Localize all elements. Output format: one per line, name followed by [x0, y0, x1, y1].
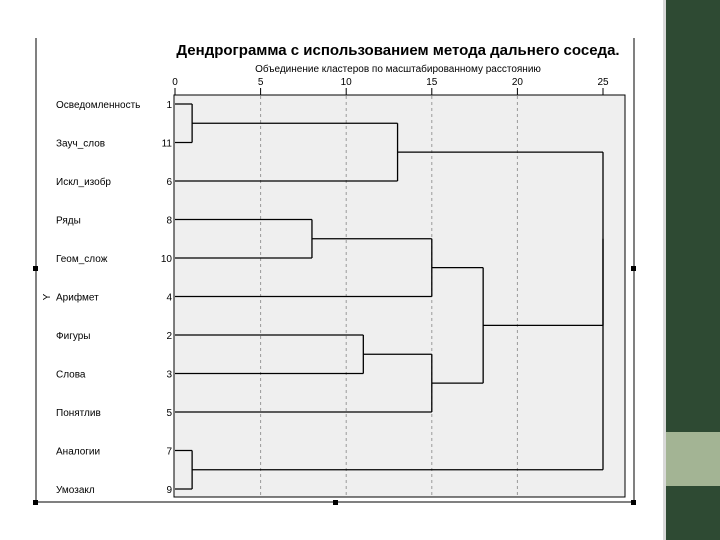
leaf-label: Арифмет: [56, 292, 99, 304]
leaf-label: Зауч_слов: [56, 138, 106, 150]
leaf-id: 2: [166, 331, 172, 342]
leaf-id: 3: [166, 369, 172, 381]
leaf-id: 9: [166, 485, 172, 496]
leaf-id: 1: [166, 100, 172, 111]
leaf-id: 10: [160, 254, 172, 265]
leaf-id: 5: [166, 408, 172, 419]
leaf-label: Понятлив: [56, 408, 101, 419]
chart-title: Дендрограмма с использованием метода дальнего соседа.: [176, 42, 620, 59]
leaf-label: Геом_слож: [56, 254, 108, 265]
leaf-id: 4: [166, 292, 172, 304]
leaf-ids: [161, 100, 173, 496]
x-axis-ticks: [172, 77, 609, 95]
x-tick-label: 20: [511, 77, 523, 88]
resize-handle-left[interactable]: [33, 266, 38, 271]
leaf-id: 7: [166, 446, 172, 458]
x-tick-label: 25: [597, 77, 609, 88]
leaf-label: Искл_изобр: [56, 177, 111, 188]
leaf-label: Ряды: [56, 215, 81, 227]
leaf-labels: [56, 100, 140, 496]
x-tick-label: 0: [172, 77, 178, 88]
x-tick-label: 5: [257, 77, 264, 88]
leaf-label: Фигуры: [56, 331, 91, 342]
leaf-label: Умозакл: [56, 485, 95, 496]
leaf-label: Аналогии: [56, 446, 101, 458]
leaf-id: 6: [166, 177, 172, 188]
leaf-id: 11: [161, 138, 172, 150]
chart-subtitle: Объединение кластеров по масштабированному расстоянию: [255, 64, 541, 75]
leaf-label: Осведомленность: [56, 100, 141, 111]
resize-handle-bottom-left[interactable]: [33, 500, 38, 505]
y-axis-letter: Y: [42, 293, 53, 301]
leaf-id: 8: [166, 215, 172, 227]
resize-handle-bottom[interactable]: [333, 500, 338, 505]
x-tick-label: 15: [426, 77, 438, 88]
resize-handle-bottom-right[interactable]: [631, 500, 636, 505]
x-tick-label: 10: [340, 77, 352, 88]
resize-handle-right[interactable]: [631, 266, 636, 271]
leaf-label: Слова: [56, 369, 86, 381]
